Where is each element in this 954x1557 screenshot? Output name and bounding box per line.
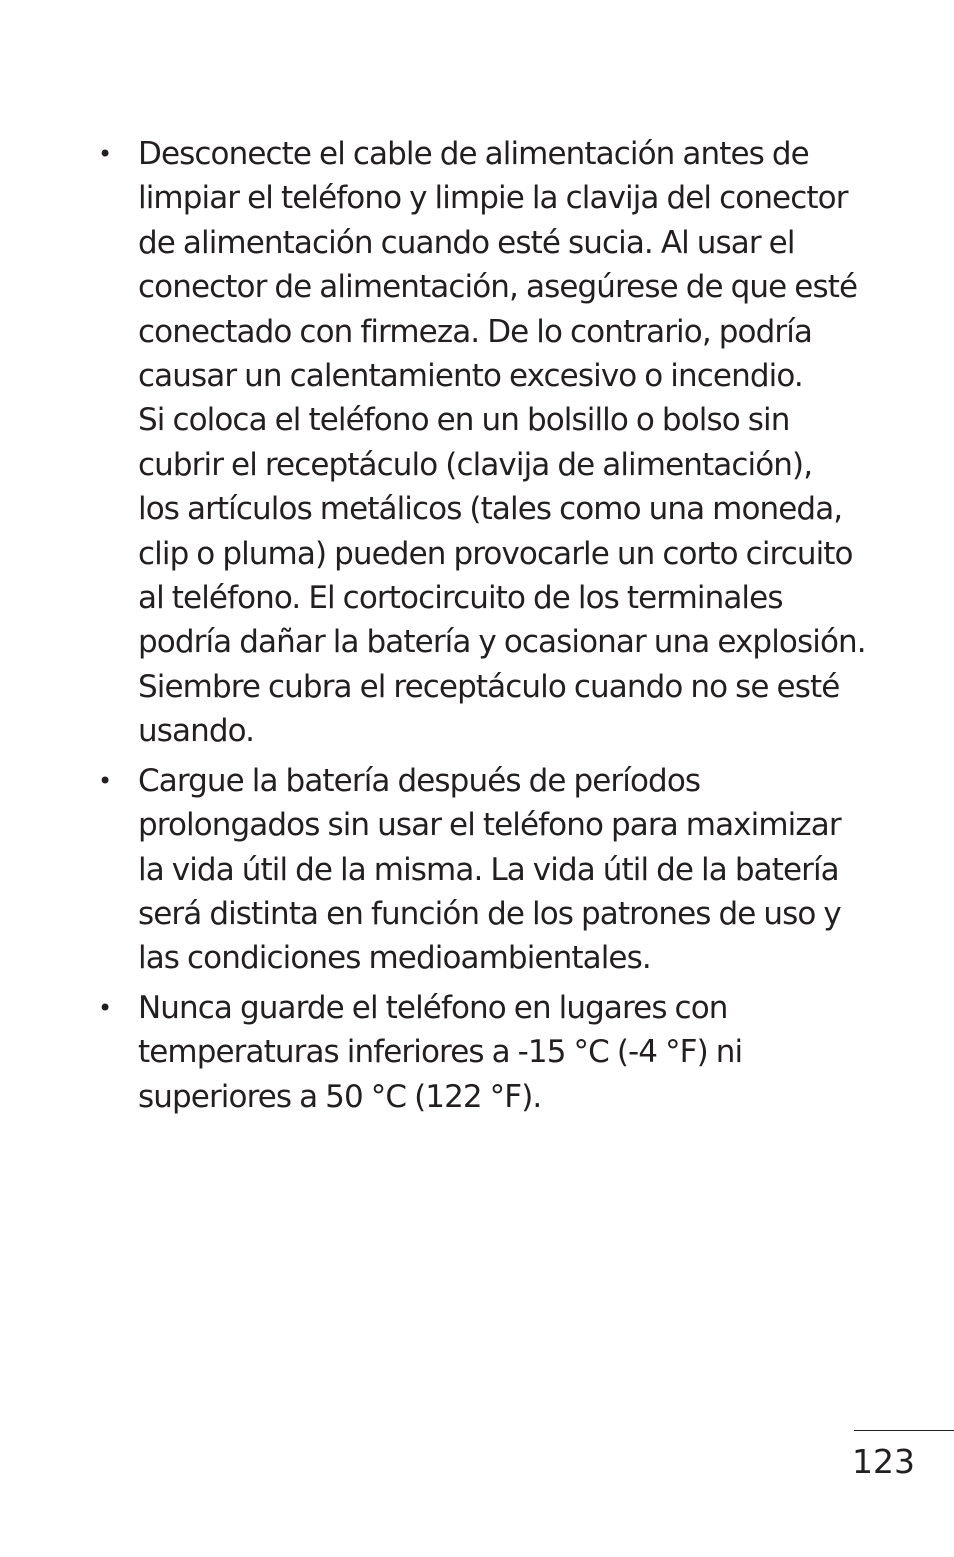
text-line: limpiar el teléfono y limpie la clavija del conector	[138, 180, 848, 217]
page-number: 123	[852, 1442, 915, 1481]
bullet-symbol: •	[98, 766, 113, 795]
text-line: Nunca guarde el teléfono en lugares con	[138, 989, 728, 1026]
text-line: Siembre cubra el receptáculo cuando no se esté	[138, 668, 840, 705]
text-line: superiores a 50 °C (122 °F).	[138, 1078, 542, 1115]
text-line: será distinta en función de los patrones de uso y	[138, 895, 841, 932]
bullet-item-charging	[0, 759, 878, 981]
text-line: los artículos metálicos (tales como una moneda,	[138, 491, 843, 528]
text-line: podría dañar la batería y ocasionar una explosión.	[138, 624, 866, 661]
text-line: de alimentación cuando esté sucia. Al usar el	[138, 224, 795, 261]
text-line: la vida útil de la misma. La vida útil de la batería	[138, 851, 839, 888]
text-line: causar un calentamiento excesivo o incendio.	[138, 358, 803, 395]
bullet-symbol: •	[98, 993, 113, 1022]
text-line: temperaturas inferiores a -15 °C (-4 °F) ni	[138, 1034, 743, 1071]
text-line: cubrir el receptáculo (clavija de alimentación),	[138, 446, 813, 483]
document-body	[0, 132, 954, 1124]
bullet-item-temperature	[0, 986, 878, 1119]
text-line: conectado con firmeza. De lo contrario, podría	[138, 313, 813, 350]
text-line: Si coloca el teléfono en un bolsillo o bolso sin	[138, 402, 790, 439]
footer-divider	[854, 1430, 954, 1431]
text-line: Cargue la batería después de períodos	[138, 762, 701, 799]
text-line: prolongados sin usar el teléfono para maximizar	[138, 807, 841, 844]
text-line: al teléfono. El cortocircuito de los terminales	[138, 580, 783, 617]
bullet-symbol: •	[98, 140, 113, 168]
bullet-item-cleaning	[0, 132, 878, 754]
text-line: clip o pluma) pueden provocarle un corto circuito	[138, 535, 853, 572]
text-line: Desconecte el cable de alimentación antes de	[138, 136, 809, 172]
text-line: las condiciones medioambientales.	[138, 940, 651, 977]
text-line: usando.	[138, 713, 255, 750]
text-line: conector de alimentación, asegúrese de que esté	[138, 269, 858, 306]
